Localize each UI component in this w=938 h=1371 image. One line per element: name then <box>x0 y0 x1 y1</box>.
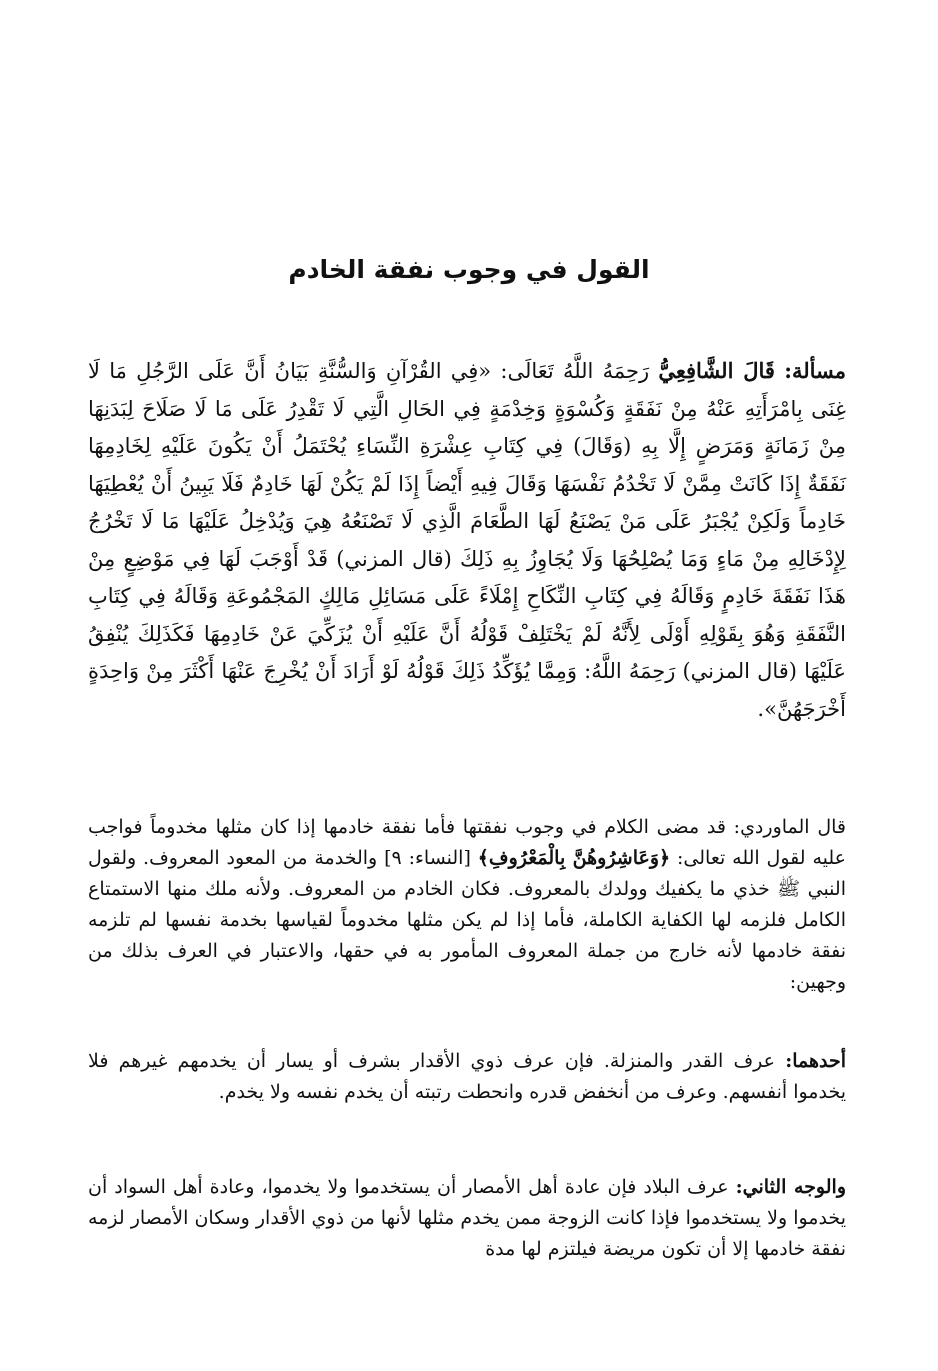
commentary-text-after-ayah: [النساء: ٩] والخدمة من المعود المعروف. ولقول النبي ﷺ خذي ما يكفيك وولدك بالمعروف. فكان الخادم من المعروف. ولأنه ملك منها الاستمتاع الكامل فلزمه لها الكفاية الكاملة، فأما إذا لم يكن مثلها مخدوماً لقياسها بخدمة نفسها لم تلزمه نفقة خادمها لأنه خارج من جملة المعروف المأمور به في حقها، والاعتبار في العرف بذلك من وجهين: <box>88 847 846 993</box>
mas-ala-paragraph <box>88 352 846 728</box>
commentary-paragraph-2 <box>88 1046 846 1108</box>
mas-ala-text: رَحِمَهُ اللَّهُ تَعَالَى: «فِي القُرْآنِ وَالسُّنَّةِ بَيَانُ أَنَّ عَلَى الرَّجُلِ مَا لَا غِنَى بِامْرَأَتِهِ عَنْهُ مِنْ نَفَقَةٍ وَكُسْوَةٍ وَخِدْمَةٍ فِي الحَالِ الَّتِي لَا تَقْدِرُ عَلَى مَا لَا صَلَاحَ لِبَدَنِهَا مِنْ زَمَانَةٍ وَمَرَضٍ إِلَّا بِهِ (وَقَالَ) فِي كِتَابِ عِشْرَةِ النِّسَاءِ يُحْتَمَلُ أَنْ يَكُونَ عَلَيْهِ لِخَادِمِهَا نَفَقَةٌ إِذَا كَانَتْ مِمَّنْ لَا تَخْدُمُ نَفْسَهَا وَقَالَ فِيهِ أَيْضاً إِذَا لَمْ يَكُنْ لَهَا خَادِمٌ فَلَا يَبِينُ أَنْ يُعْطِيَهَا خَادِماً وَلَكِنْ يُجْبَرُ عَلَى مَنْ يَصْنَعُ لَهَا الطَّعَامَ الَّذِي لَا تَصْنَعُهُ هِيَ وَيُدْخِلُ عَلَيْهَا مَا لَا تَخْرُجُ لِإِدْخَالِهِ مِنْ مَاءٍ وَمَا يُصْلِحُهَا وَلَا يُجَاوِزُ بِهِ ذَلِكَ (قال المزني) قَدْ أَوْجَبَ لَهَا فِي مَوْضِعٍ مِنْ هَذَا نَفَقَةَ خَادِمٍ وَقَالَهُ فِي كِتَابِ النِّكَاحِ إِمْلَاءً عَلَى مَسَائِلِ مَالِكٍ المَجْمُوعَةِ وَقَالَهُ فِي كِتَابِ النَّفَقَةِ وَهُوَ بِقَوْلِهِ أَوْلَى لِأَنَّهُ لَمْ يَخْتَلِفْ قَوْلُهُ أَنَّ عَلَيْهِ أَنْ يُزَكِّيَ عَنْ خَادِمِهَا فَكَذَلِكَ يُنْفِقُ عَلَيْهَا (قال المزني) رَحِمَهُ اللَّهُ: وَمِمَّا يُؤَكِّدُ ذَلِكَ قَوْلُهُ لَوْ أَرَادَ أَنْ يُخْرِجَ عَنْهَا أَكْثَرَ مِنْ وَاحِدَةٍ أَخْرَجَهُنَّ». <box>88 359 846 721</box>
first-aspect-text: عرف القدر والمنزلة. فإن عرف ذوي الأقدار بشرف أو يسار أن يخدمهم غيرهم فلا يخدموا أنفسهم. وعرف من أنخفض قدره وانحطت رتبته أن يخدم نفسه ولا يخدم. <box>88 1050 846 1103</box>
chapter-title: القول في وجوب نفقة الخادم <box>288 255 650 284</box>
second-aspect-label: والوجه الثاني: <box>735 1176 846 1198</box>
first-aspect-label: أحدهما: <box>785 1050 846 1072</box>
mas-ala-label: مسألة: <box>784 358 846 383</box>
shafii-speaker: قَالَ الشَّافِعِيُّ <box>658 358 775 383</box>
commentary-paragraph-3 <box>88 1172 846 1265</box>
second-aspect-text: عرف البلاد فإن عادة أهل الأمصار أن يستخدموا ولا يخدموا، وعادة أهل السواد أن يخدموا ولا يستخدموا فإذا كانت الزوجة ممن يخدم مثلها لأنها من ذوي الأقدار وسكان الأمصار لزمه نفقة خادمها إلا أن تكون مريضة فيلتزم لها مدة <box>88 1176 846 1260</box>
commentary-text-before-ayah: قال الماوردي: قد مضى الكلام في وجوب نفقتها فأما نفقة خادمها إذا كان مثلها مخدوماً فواجب عليه لقول الله تعالى: <box>88 816 846 869</box>
quran-ayah: ﴿وَعَاشِرُوهُنَّ بِالْمَعْرُوفِ﴾ <box>477 847 671 869</box>
commentary-paragraph-1 <box>88 812 846 998</box>
